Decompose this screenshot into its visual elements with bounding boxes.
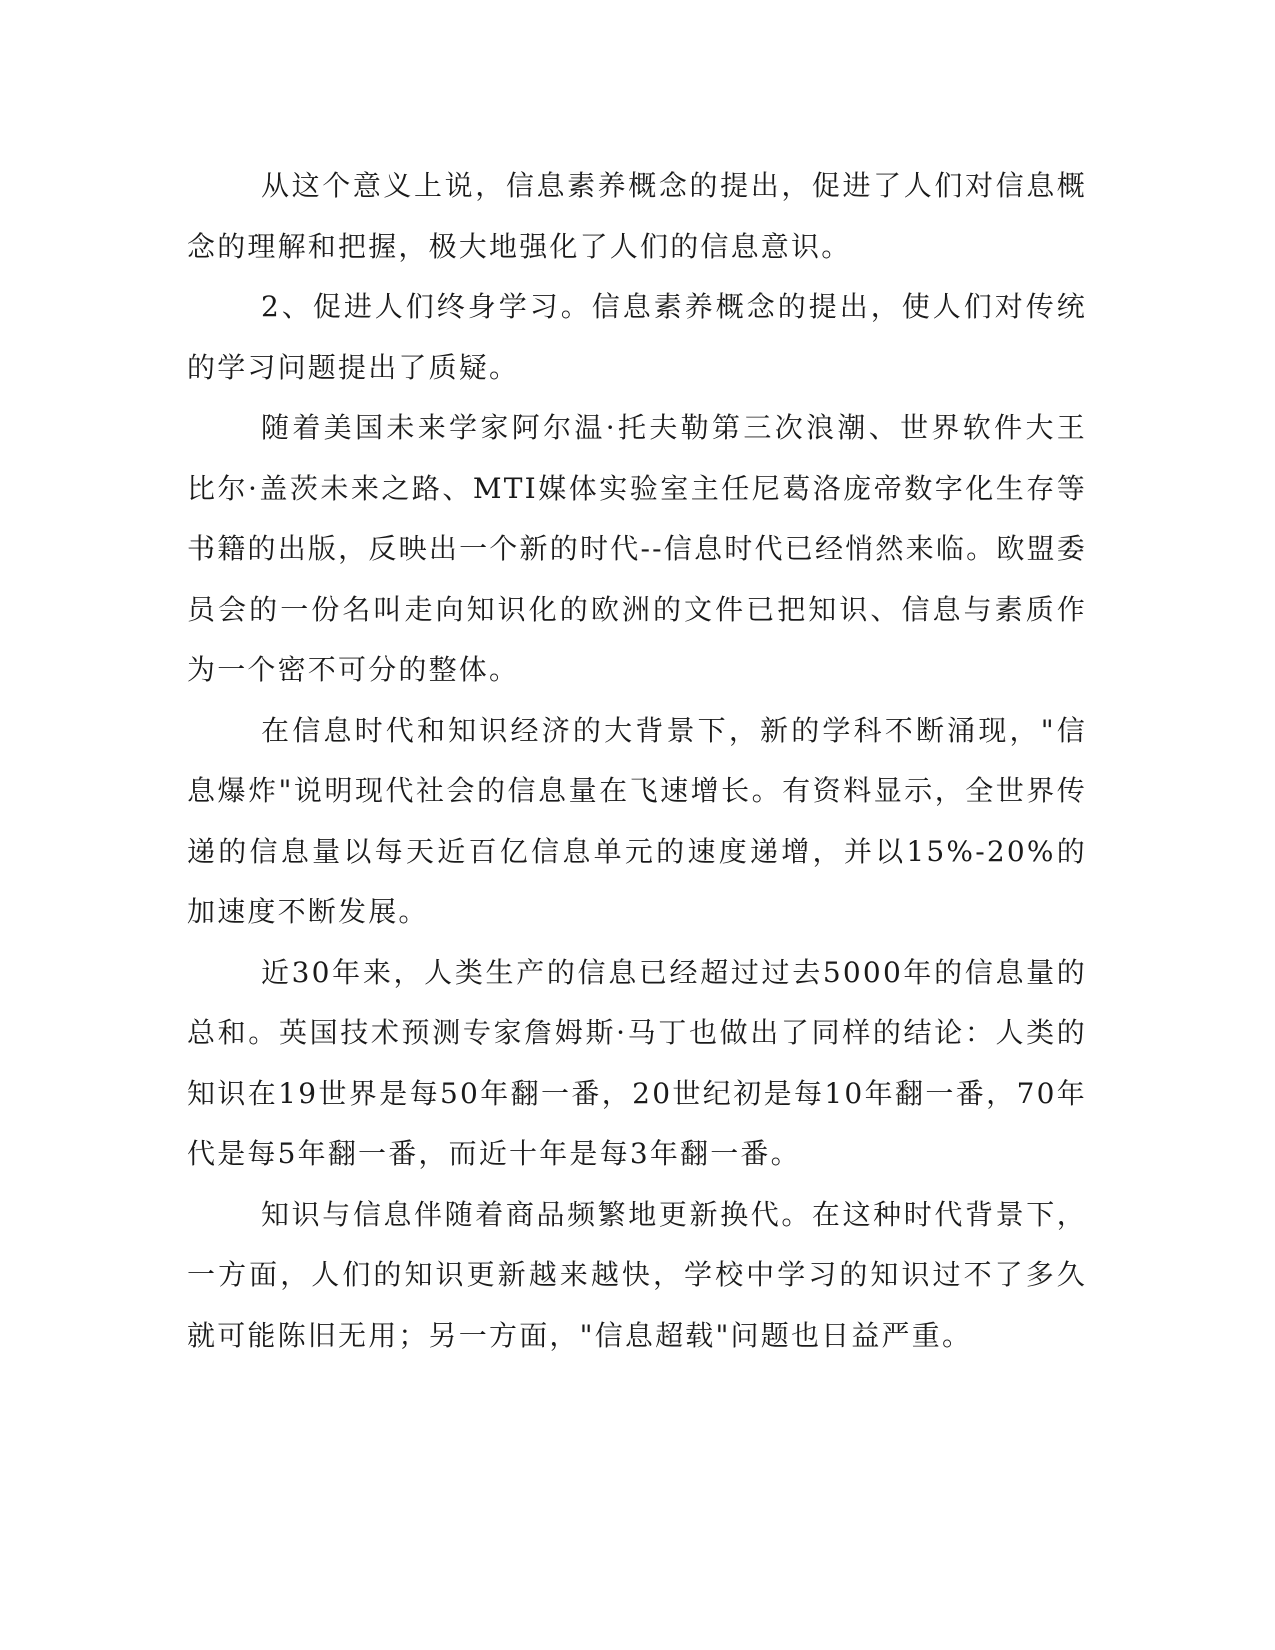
paragraph-2: 2、促进人们终身学习。信息素养概念的提出，使人们对传统的学习问题提出了质疑。 (187, 290, 1087, 384)
paragraph-4: 在信息时代和知识经济的大背景下，新的学科不断涌现，"信息爆炸"说明现代社会的信息量在飞速增长。有资料显示，全世界传递的信息量以每天近百亿信息单元的速度递增，并以15%-20%的加速度不断发展。 (187, 713, 1087, 928)
document-body (187, 156, 1087, 1366)
paragraph-3: 随着美国未来学家阿尔温·托夫勒第三次浪潮、世界软件大王比尔·盖茨未来之路、MTI媒体实验室主任尼葛洛庞帝数字化生存等书籍的出版，反映出一个新的时代--信息时代已经悄然来临。欧盟委员会的一份名叫走向知识化的欧洲的文件已把知识、信息与素质作为一个密不可分的整体。 (187, 411, 1087, 686)
paragraph-6: 知识与信息伴随着商品频繁地更新换代。在这种时代背景下，一方面，人们的知识更新越来越快，学校中学习的知识过不了多久就可能陈旧无用；另一方面，"信息超载"问题也日益严重。 (187, 1197, 1087, 1352)
paragraph-1: 从这个意义上说，信息素养概念的提出，促进了人们对信息概念的理解和把握，极大地强化了人们的信息意识。 (187, 169, 1087, 263)
paragraph-5: 近30年来，人类生产的信息已经超过过去5000年的信息量的总和。英国技术预测专家詹姆斯·马丁也做出了同样的结论：人类的知识在19世界是每50年翻一番，20世纪初是每10年翻一番，70年代是每5年翻一番，而近十年是每3年翻一番。 (187, 955, 1087, 1170)
